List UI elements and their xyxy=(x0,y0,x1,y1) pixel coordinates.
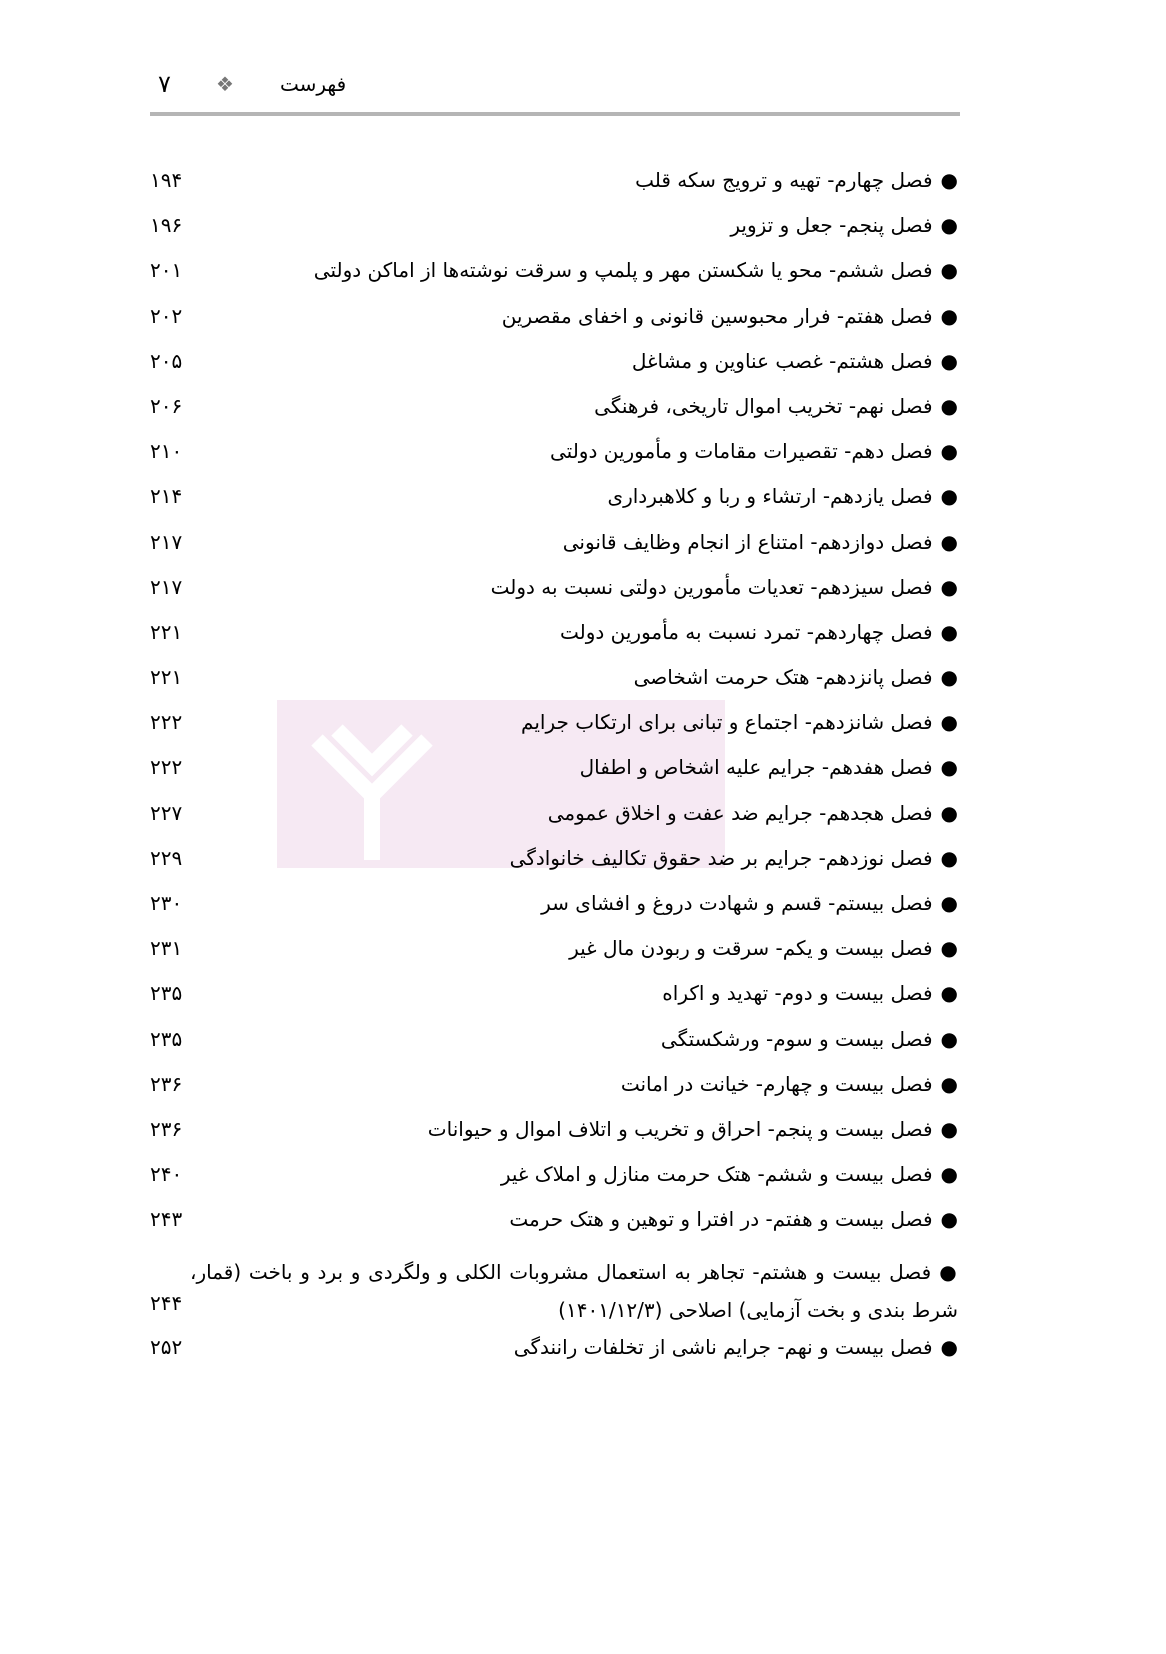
toc-entry-title: ●فصل ششم- محو یا شکستن مهر و پلمپ و سرقت نوشته‌ها از اماکن دولتی xyxy=(313,258,958,283)
ornament-icon: ❖ xyxy=(216,72,234,96)
page-number: ۷ xyxy=(158,70,171,98)
bullet-icon: ● xyxy=(940,1116,958,1141)
bullet-icon: ● xyxy=(940,665,958,690)
bullet-icon: ● xyxy=(940,845,958,870)
toc-entry-title: ●فصل هفدهم- جرایم علیه اشخاص و اطفال xyxy=(579,755,958,780)
bullet-icon: ● xyxy=(940,1026,958,1051)
toc-entry-page: ۲۲۹ xyxy=(150,845,183,870)
toc-entry[interactable] xyxy=(150,343,958,388)
bullet-icon: ● xyxy=(940,348,958,373)
toc-entry[interactable] xyxy=(150,524,958,569)
toc-entry-page: ۲۱۰ xyxy=(150,439,183,464)
toc-entry[interactable] xyxy=(150,433,958,478)
toc-entry-title: ●فصل یازدهم- ارتشاء و ربا و کلاهبرداری xyxy=(607,484,958,509)
header-rule xyxy=(150,112,960,116)
toc-entry-title: ●فصل هفتم- فرار محبوسین قانونی و اخفای مقصرین xyxy=(501,303,958,328)
toc-entry-page: ۲۴۳ xyxy=(150,1207,183,1232)
toc-entry-page: ۲۳۱ xyxy=(150,936,183,961)
toc-entry-page: ۲۴۴ xyxy=(150,1290,183,1315)
bullet-icon: ● xyxy=(940,891,958,915)
toc-entry-page: ۲۱۴ xyxy=(150,484,183,509)
toc-entry-title: ●فصل هشتم- غصب عناوین و مشاغل xyxy=(631,348,958,373)
toc-entry-title: ●فصل پانزدهم- هتک حرمت اشخاصی xyxy=(633,665,958,690)
toc-entry-title: ●فصل چهارم- تهیه و ترویج سکه قلب xyxy=(635,168,958,192)
toc-entry-title: ●فصل هجدهم- جرایم ضد عفت و اخلاق عمومی xyxy=(547,800,958,825)
bullet-icon: ● xyxy=(940,393,958,418)
toc-entry-title: ●فصل بیست و یکم- سرقت و ربودن مال غیر xyxy=(569,936,958,961)
toc-entry[interactable] xyxy=(150,885,958,930)
toc-entry[interactable] xyxy=(150,1111,958,1156)
toc-entry[interactable] xyxy=(150,795,958,840)
toc-entry-page: ۲۲۲ xyxy=(150,755,183,780)
bullet-icon: ● xyxy=(940,529,958,554)
toc-entry-page: ۲۲۷ xyxy=(150,800,183,825)
header-title: فهرست xyxy=(280,72,347,96)
toc-entry-page: ۱۹۶ xyxy=(150,213,183,238)
toc-entry-title: ●فصل چهاردهم- تمرد نسبت به مأمورین دولت xyxy=(559,619,958,644)
toc-entry-page: ۲۰۲ xyxy=(150,303,183,328)
toc-entry[interactable] xyxy=(150,749,958,794)
toc-entry-title: ●فصل دهم- تقصیرات مقامات و مأمورین دولتی xyxy=(550,439,958,464)
toc-entry[interactable] xyxy=(150,930,958,975)
table-of-contents xyxy=(150,162,958,1374)
toc-entry-page: ۲۳۰ xyxy=(150,891,183,915)
toc-entry[interactable] xyxy=(150,1066,958,1111)
toc-entry-title: ●فصل شانزدهم- اجتماع و تبانی برای ارتکاب جرایم xyxy=(521,710,958,735)
toc-entry[interactable] xyxy=(150,840,958,885)
bullet-icon: ● xyxy=(940,1162,958,1187)
toc-entry-title: ●فصل بیستم- قسم و شهادت دروغ و افشای سر xyxy=(541,891,958,915)
toc-entry[interactable] xyxy=(150,1021,958,1066)
bullet-icon: ● xyxy=(940,755,958,780)
toc-entry[interactable] xyxy=(150,1247,958,1329)
bullet-icon: ● xyxy=(940,981,958,1006)
toc-entry[interactable] xyxy=(150,975,958,1020)
toc-entry-page: ۲۰۵ xyxy=(150,348,183,373)
toc-entry-page: ۲۳۶ xyxy=(150,1071,183,1096)
toc-entry-title: ●فصل بیست و دوم- تهدید و اکراه xyxy=(662,981,958,1006)
toc-entry[interactable] xyxy=(150,659,958,704)
bullet-icon: ● xyxy=(940,1334,958,1359)
toc-entry-title: ●فصل بیست و پنجم- احراق و تخریب و اتلاف اموال و حیوانات xyxy=(427,1116,958,1141)
toc-entry-page: ۲۲۲ xyxy=(150,710,183,735)
bullet-icon: ● xyxy=(939,1259,959,1284)
toc-entry-title: ●فصل پنجم- جعل و تزویر xyxy=(730,213,958,238)
running-header xyxy=(150,68,960,108)
toc-entry-page: ۲۰۱ xyxy=(150,258,183,283)
toc-entry-title: ●فصل بیست و چهارم- خیانت در امانت xyxy=(620,1071,958,1096)
bullet-icon: ● xyxy=(940,800,958,825)
toc-entry-title: ●فصل بیست و ششم- هتک حرمت منازل و املاک غیر xyxy=(500,1162,958,1187)
toc-entry[interactable] xyxy=(150,1156,958,1201)
bullet-icon: ● xyxy=(940,258,958,283)
toc-entry-title: ●فصل بیست و سوم- ورشکستگی xyxy=(660,1026,958,1051)
toc-entry-page: ۲۲۱ xyxy=(150,665,183,690)
bullet-icon: ● xyxy=(940,213,958,238)
toc-entry-title: ●فصل نوزدهم- جرایم بر ضد حقوق تکالیف خانوادگی xyxy=(509,845,958,870)
toc-entry[interactable] xyxy=(150,162,958,207)
toc-entry-page: ۲۰۶ xyxy=(150,393,183,418)
toc-entry-title: ●فصل نهم- تخریب اموال تاریخی، فرهنگی xyxy=(594,393,958,418)
toc-entry-title: ●فصل سیزدهم- تعدیات مأمورین دولتی نسبت به دولت xyxy=(490,574,958,599)
toc-entry[interactable] xyxy=(150,614,958,659)
bullet-icon: ● xyxy=(940,484,958,509)
toc-entry-page: ۲۲۱ xyxy=(150,619,183,644)
bullet-icon: ● xyxy=(940,168,958,192)
toc-entry[interactable] xyxy=(150,207,958,252)
bullet-icon: ● xyxy=(940,1071,958,1096)
toc-entry-title: ●فصل بیست و هفتم- در افترا و توهین و هتک حرمت xyxy=(509,1207,958,1232)
toc-entry[interactable] xyxy=(150,704,958,749)
toc-entry-page: ۲۱۷ xyxy=(150,574,183,599)
toc-entry-page: ۲۱۷ xyxy=(150,529,183,554)
toc-entry-title: ●فصل بیست و هشتم- تجاهر به استعمال مشروبات الکلی و ولگردی و برد و باخت (قمار، شرط بندی و بخت آزمایی) اصلاحی (۱۴۰۱/۱۲/۳) xyxy=(190,1259,959,1322)
toc-entry-page: ۲۴۰ xyxy=(150,1162,183,1187)
bullet-icon: ● xyxy=(940,574,958,599)
toc-entry-page: ۲۵۲ xyxy=(150,1334,183,1359)
toc-entry[interactable] xyxy=(150,569,958,614)
toc-entry-page: ۲۳۵ xyxy=(150,1026,183,1051)
toc-entry-title: ●فصل بیست و نهم- جرایم ناشی از تخلفات رانندگی xyxy=(513,1334,958,1359)
toc-entry[interactable] xyxy=(150,478,958,523)
bullet-icon: ● xyxy=(940,710,958,735)
bullet-icon: ● xyxy=(940,439,958,464)
bullet-icon: ● xyxy=(940,303,958,328)
bullet-icon: ● xyxy=(940,619,958,644)
toc-entry[interactable] xyxy=(150,1329,958,1374)
toc-entry-page: ۱۹۴ xyxy=(150,168,183,192)
bullet-icon: ● xyxy=(940,1207,958,1232)
toc-entry[interactable] xyxy=(150,388,958,433)
toc-entry[interactable] xyxy=(150,298,958,343)
toc-entry[interactable] xyxy=(150,1201,958,1246)
toc-entry-page: ۲۳۶ xyxy=(150,1116,183,1141)
bullet-icon: ● xyxy=(940,936,958,961)
toc-entry[interactable] xyxy=(150,252,958,297)
toc-entry-page: ۲۳۵ xyxy=(150,981,183,1006)
toc-entry-title: ●فصل دوازدهم- امتناع از انجام وظایف قانونی xyxy=(562,529,958,554)
